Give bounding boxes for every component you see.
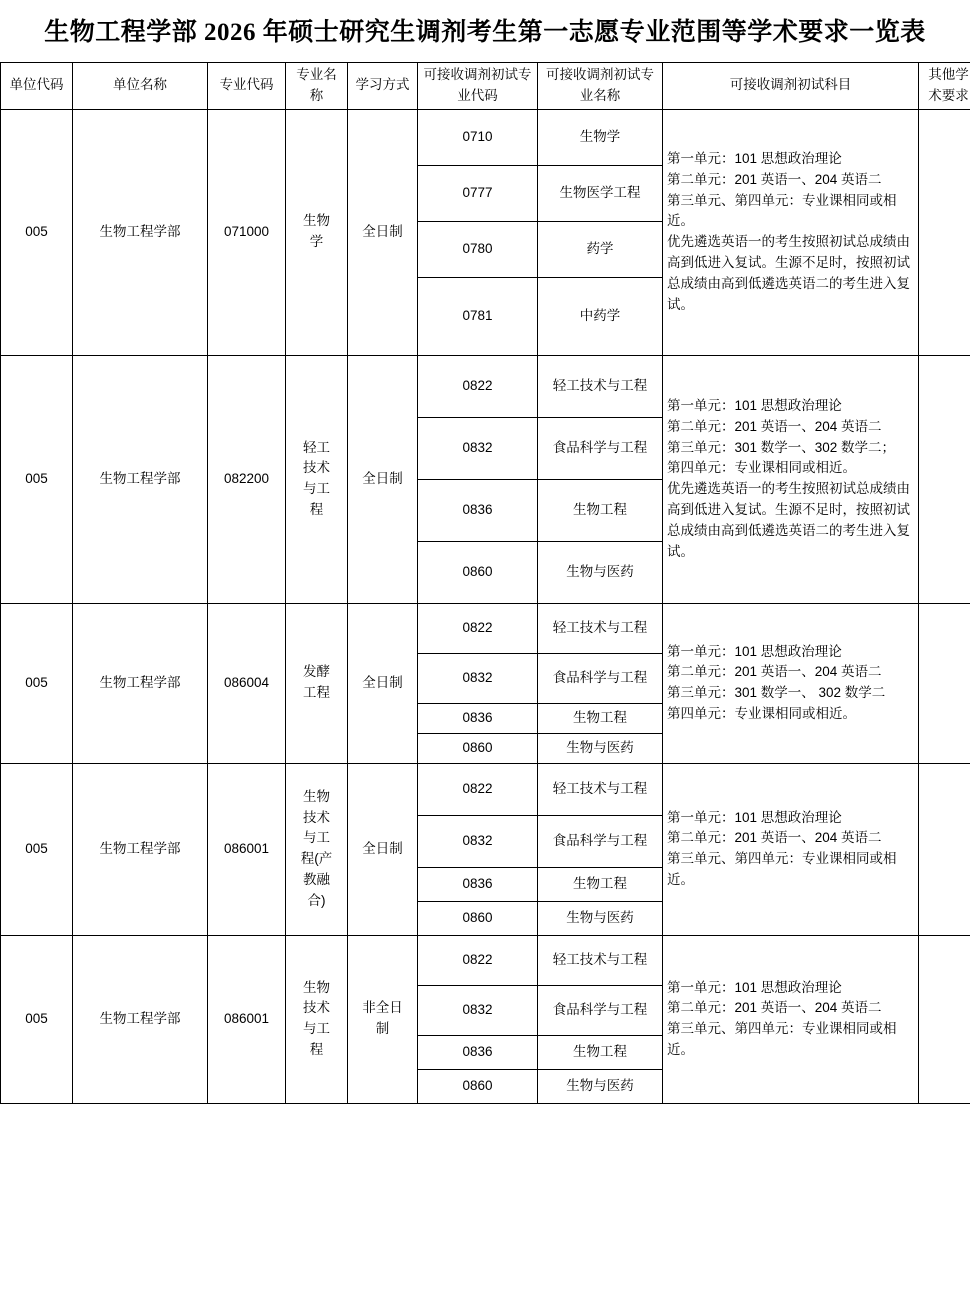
cell-accept-major-code: 0860 [418, 733, 538, 763]
subject-line: 第二单元：201 英语一、204 英语二 [667, 171, 882, 187]
cell-accept-major-name: 食品科学与工程 [538, 815, 663, 867]
cell-accept-major-name: 中药学 [538, 277, 663, 355]
cell-accept-major-name: 生物工程 [538, 479, 663, 541]
col-unit-name: 单位名称 [73, 63, 208, 110]
cell-other-requirements [919, 763, 970, 935]
cell-unit-name: 生物工程学部 [73, 109, 208, 355]
cell-unit-code: 005 [1, 355, 73, 603]
col-other-requirements: 其他学术要求 [919, 63, 970, 110]
table-header [1, 63, 970, 110]
table-row [1, 109, 970, 165]
cell-unit-name: 生物工程学部 [73, 935, 208, 1103]
cell-other-requirements [919, 355, 970, 603]
subject-line: 第一单元：101 思想政治理论 [667, 979, 842, 995]
col-unit-code: 单位代码 [1, 63, 73, 110]
admissions-table [0, 62, 970, 1104]
table-row [1, 355, 970, 417]
cell-accept-major-name: 生物学 [538, 109, 663, 165]
col-study-mode: 学习方式 [348, 63, 418, 110]
cell-major-name: 生物学 [286, 109, 348, 355]
cell-unit-name: 生物工程学部 [73, 763, 208, 935]
cell-accept-major-code: 0860 [418, 901, 538, 935]
col-major-code: 专业代码 [208, 63, 286, 110]
cell-accept-major-code: 0781 [418, 277, 538, 355]
cell-study-mode: 全日制 [348, 603, 418, 763]
subject-line: 第二单元：201 英语一、204 英语二 [667, 830, 882, 846]
cell-major-name: 生物技术与工程 [286, 935, 348, 1103]
col-accept-subjects: 可接收调剂初试科目 [663, 63, 919, 110]
cell-unit-code: 005 [1, 603, 73, 763]
subject-line: 第四单元：专业课相同或相近。 [667, 460, 856, 476]
cell-other-requirements [919, 109, 970, 355]
col-accept-major-name: 可接收调剂初试专业名称 [538, 63, 663, 110]
cell-accept-major-name: 药学 [538, 221, 663, 277]
cell-accept-major-name: 生物工程 [538, 867, 663, 901]
cell-accept-subjects [663, 763, 919, 935]
cell-other-requirements [919, 603, 970, 763]
header-row [1, 63, 970, 110]
cell-accept-major-code: 0832 [418, 815, 538, 867]
cell-major-name: 生物技术与工程(产教融合) [286, 763, 348, 935]
cell-major-code: 086004 [208, 603, 286, 763]
cell-accept-major-code: 0822 [418, 603, 538, 653]
cell-accept-major-code: 0832 [418, 985, 538, 1035]
table-row [1, 935, 970, 985]
cell-accept-subjects [663, 109, 919, 355]
cell-accept-major-name: 生物与医药 [538, 733, 663, 763]
cell-accept-major-name: 轻工技术与工程 [538, 763, 663, 815]
cell-unit-code: 005 [1, 763, 73, 935]
cell-accept-major-code: 0860 [418, 541, 538, 603]
subject-line: 第一单元：101 思想政治理论 [667, 150, 842, 166]
cell-major-name: 轻工技术与工程 [286, 355, 348, 603]
cell-accept-major-name: 生物工程 [538, 703, 663, 733]
cell-unit-code: 005 [1, 109, 73, 355]
cell-other-requirements [919, 935, 970, 1103]
cell-unit-code: 005 [1, 935, 73, 1103]
cell-accept-major-code: 0836 [418, 1035, 538, 1069]
page-title: 生物工程学部 2026 年硕士研究生调剂考生第一志愿专业范围等学术要求一览表 [44, 19, 926, 46]
subject-line: 第二单元：201 英语一、204 英语二 [667, 664, 882, 680]
cell-accept-major-code: 0836 [418, 479, 538, 541]
subject-line: 优先遴选英语一的考生按照初试总成绩由高到低进入复试。生源不足时，按照初试总成绩由高到低遴选英语二的考生进入复试。 [667, 481, 910, 560]
cell-accept-major-name: 食品科学与工程 [538, 985, 663, 1035]
cell-study-mode: 全日制 [348, 763, 418, 935]
cell-unit-name: 生物工程学部 [73, 603, 208, 763]
cell-accept-major-code: 0822 [418, 763, 538, 815]
cell-accept-major-name: 轻工技术与工程 [538, 935, 663, 985]
cell-accept-major-code: 0780 [418, 221, 538, 277]
cell-accept-major-name: 轻工技术与工程 [538, 603, 663, 653]
cell-accept-major-name: 生物医学工程 [538, 165, 663, 221]
cell-accept-major-code: 0832 [418, 653, 538, 703]
cell-accept-major-name: 食品科学与工程 [538, 653, 663, 703]
cell-accept-major-name: 生物与医药 [538, 541, 663, 603]
subject-line: 第三单元、第四单元：专业课相同或相近。 [667, 1021, 897, 1058]
cell-major-name: 发酵工程 [286, 603, 348, 763]
cell-accept-major-code: 0822 [418, 355, 538, 417]
table-row [1, 603, 970, 653]
cell-accept-major-name: 生物与医药 [538, 901, 663, 935]
cell-accept-major-code: 0860 [418, 1069, 538, 1103]
cell-accept-subjects [663, 355, 919, 603]
cell-accept-major-code: 0710 [418, 109, 538, 165]
cell-accept-major-name: 食品科学与工程 [538, 417, 663, 479]
subject-line: 第四单元：专业课相同或相近。 [667, 706, 856, 722]
table-row [1, 763, 970, 815]
cell-accept-major-code: 0822 [418, 935, 538, 985]
cell-major-code: 082200 [208, 355, 286, 603]
cell-major-code: 086001 [208, 763, 286, 935]
cell-accept-major-code: 0777 [418, 165, 538, 221]
subject-line: 第三单元：301 数学一、302 数学二； [667, 439, 896, 455]
subject-line: 第一单元：101 思想政治理论 [667, 397, 842, 413]
cell-accept-major-name: 生物与医药 [538, 1069, 663, 1103]
subject-line: 第三单元、第四单元：专业课相同或相近。 [667, 851, 897, 888]
cell-study-mode: 非全日制 [348, 935, 418, 1103]
table-body [1, 109, 970, 1103]
cell-study-mode: 全日制 [348, 355, 418, 603]
col-major-name: 专业名称 [286, 63, 348, 110]
cell-major-code: 071000 [208, 109, 286, 355]
subject-line: 第三单元：301 数学一、 302 数学二 [667, 685, 886, 701]
cell-accept-major-name: 生物工程 [538, 1035, 663, 1069]
cell-major-code: 086001 [208, 935, 286, 1103]
cell-accept-major-code: 0836 [418, 867, 538, 901]
subject-line: 第二单元：201 英语一、204 英语二 [667, 1000, 882, 1016]
subject-line: 第二单元：201 英语一、204 英语二 [667, 418, 882, 434]
subject-line: 第一单元：101 思想政治理论 [667, 809, 842, 825]
cell-accept-major-name: 轻工技术与工程 [538, 355, 663, 417]
subject-line: 第三单元、第四单元：专业课相同或相近。 [667, 192, 897, 229]
cell-accept-subjects [663, 935, 919, 1103]
cell-accept-major-code: 0836 [418, 703, 538, 733]
subject-line: 优先遴选英语一的考生按照初试总成绩由高到低进入复试。生源不足时，按照初试总成绩由高到低遴选英语二的考生进入复试。 [667, 234, 910, 313]
cell-unit-name: 生物工程学部 [73, 355, 208, 603]
cell-study-mode: 全日制 [348, 109, 418, 355]
col-accept-major-code: 可接收调剂初试专业代码 [418, 63, 538, 110]
cell-accept-subjects [663, 603, 919, 763]
subject-line: 第一单元：101 思想政治理论 [667, 643, 842, 659]
cell-accept-major-code: 0832 [418, 417, 538, 479]
